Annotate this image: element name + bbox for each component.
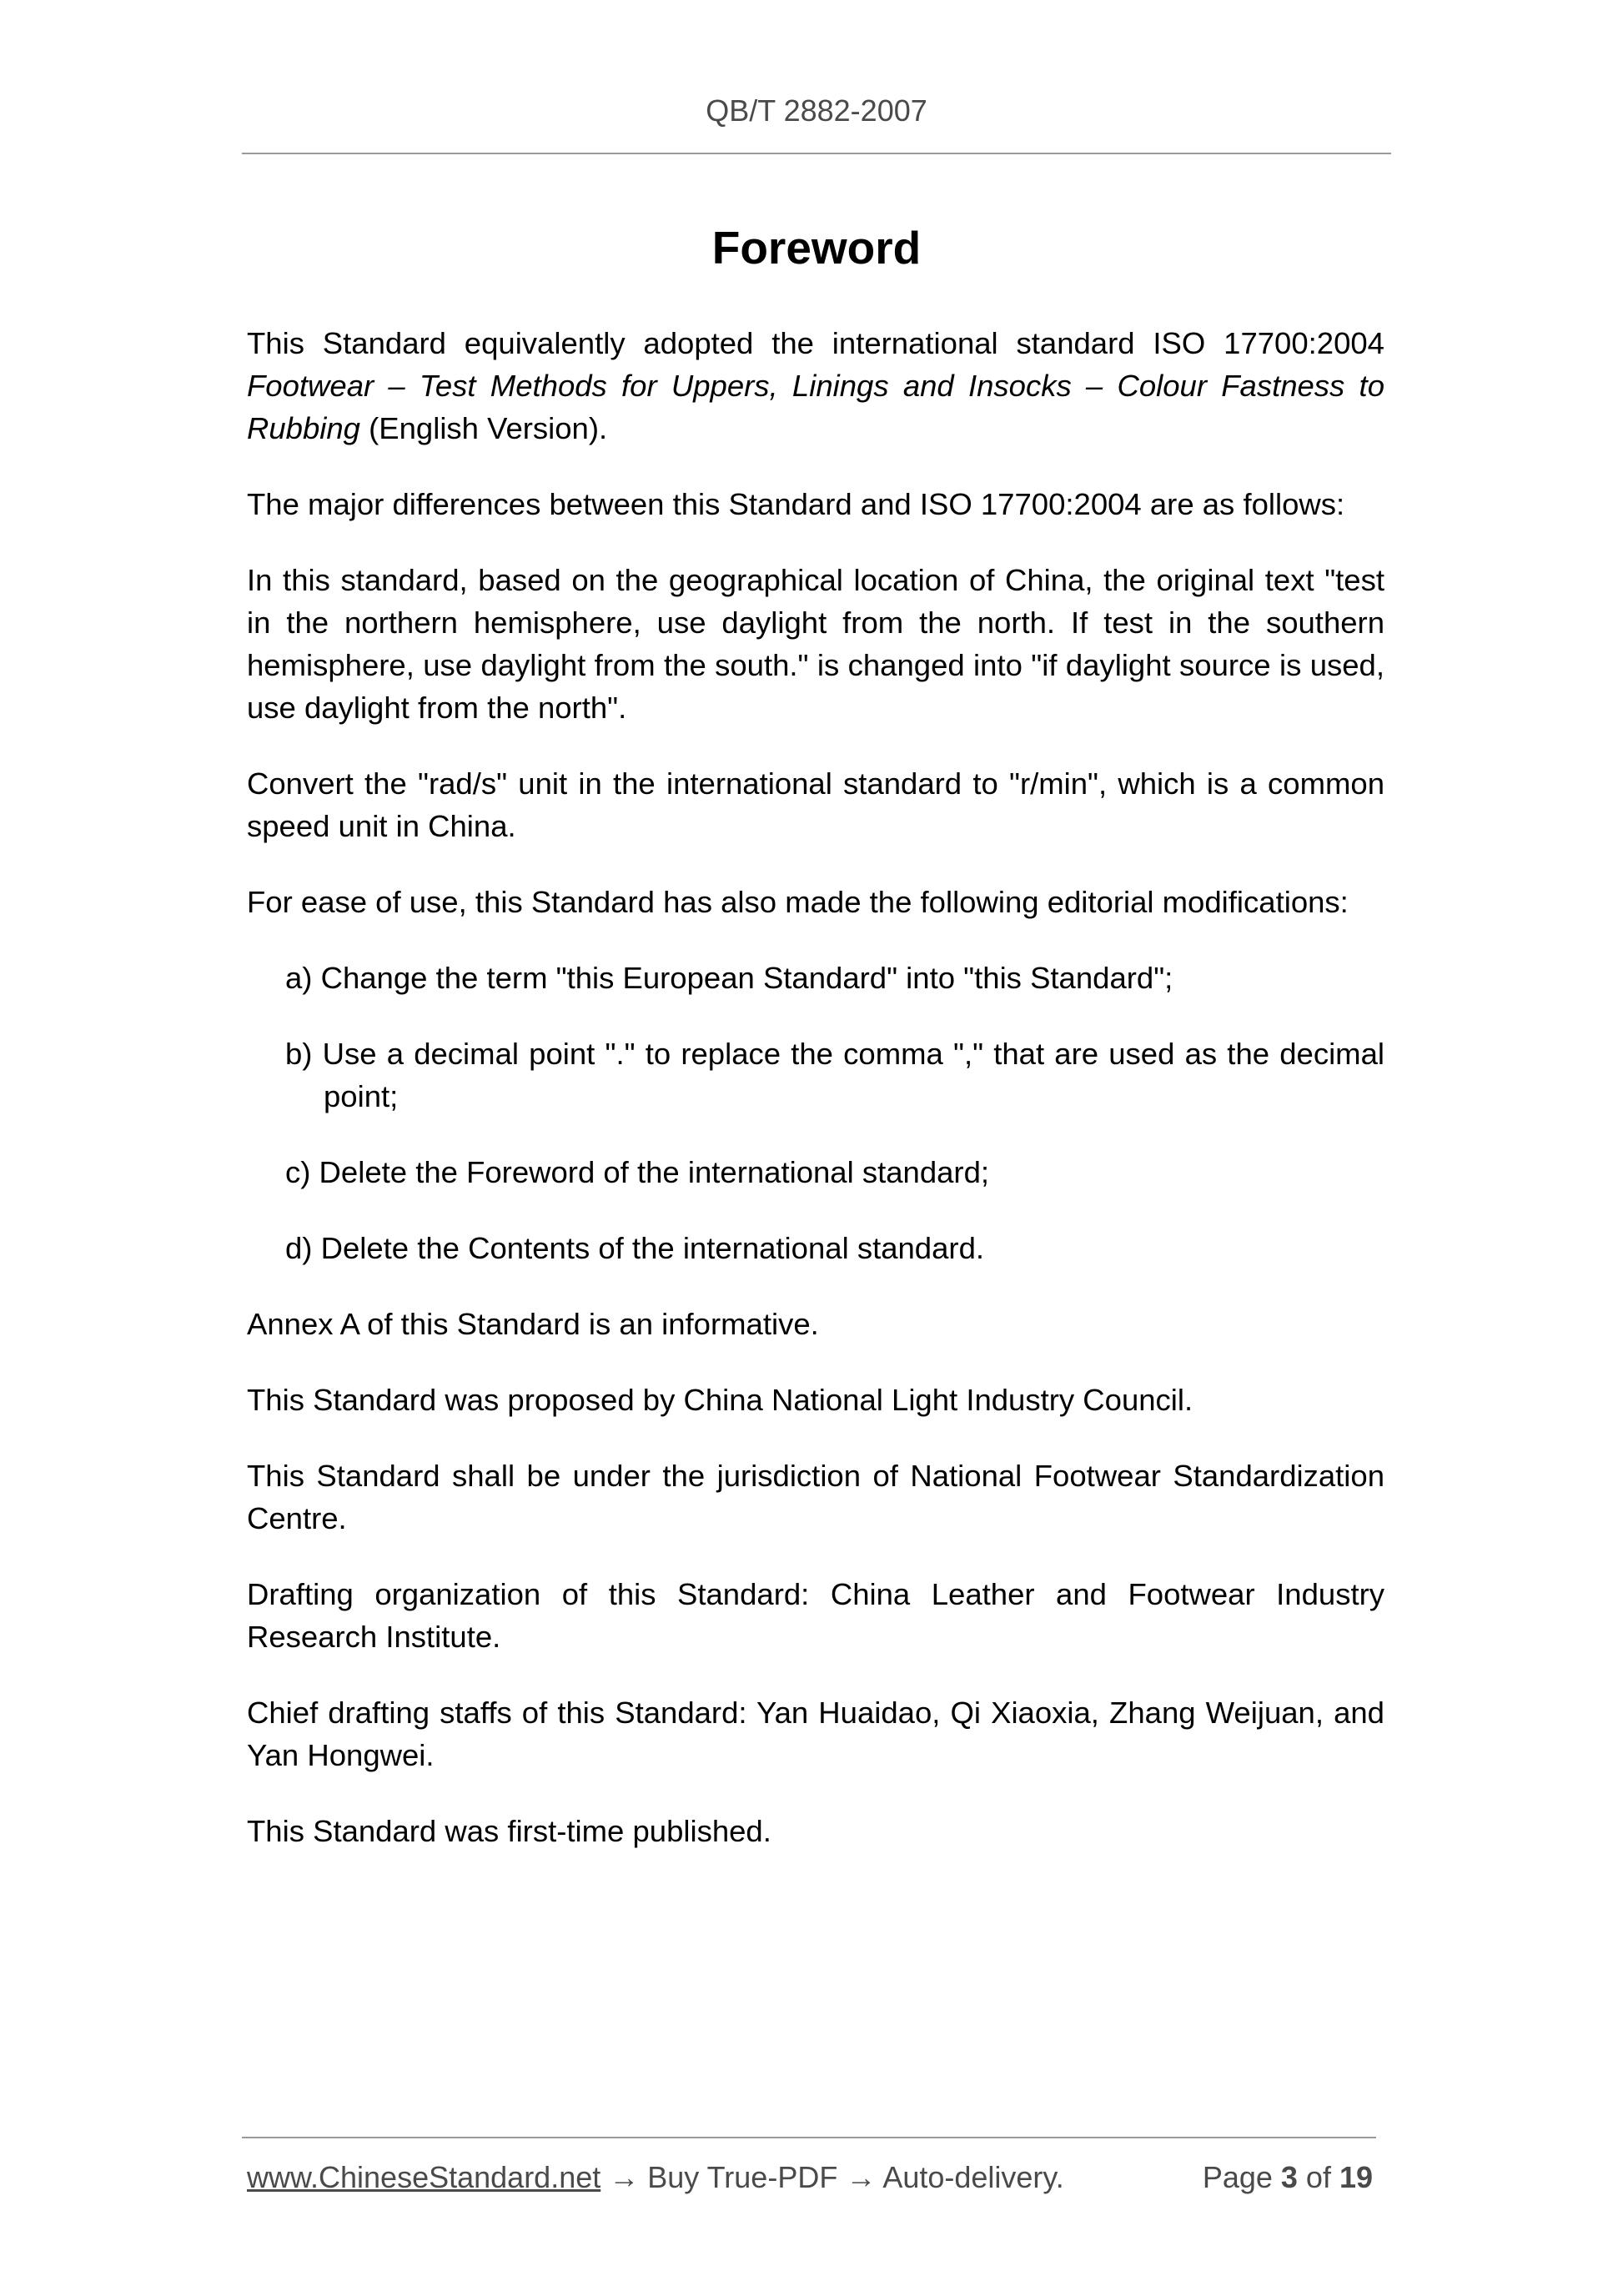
paragraph-editorial: For ease of use, this Standard has also made the following editorial modifications: xyxy=(247,885,1349,919)
paragraph-annex: Annex A of this Standard is an informative. xyxy=(247,1307,819,1341)
paragraph-proposed: This Standard was proposed by China National Light Industry Council. xyxy=(247,1383,1193,1417)
page-of-label: of xyxy=(1297,2160,1339,2194)
page-total: 19 xyxy=(1339,2160,1373,2194)
footer-promo xyxy=(247,2160,1064,2195)
paragraph-adoption xyxy=(247,322,1384,450)
list-item: c) Delete the Foreword of the international standard; xyxy=(285,1155,990,1189)
list-item: a) Change the term "this European Standard" into "this Standard"; xyxy=(285,961,1173,995)
page-indicator xyxy=(1203,2160,1373,2195)
paragraph-daylight: In this standard, based on the geographical location of China, the original text "test in the northern hemisphere, use daylight from the north. If test in the southern hemisphere, use daylight from the south." is changed into "if daylight source is used, use daylight from the north". xyxy=(247,563,1384,725)
page-footer xyxy=(247,2160,1373,2195)
page-title: Foreword xyxy=(711,222,922,274)
iso-title: Footwear – Test Methods for Uppers, Linings and Insocks – Colour Fastness to Rubbing xyxy=(247,369,1384,445)
footer-divider xyxy=(242,2137,1376,2138)
website-link[interactable]: www.ChineseStandard.net xyxy=(247,2160,601,2194)
page-current: 3 xyxy=(1280,2160,1298,2194)
paragraph-drafting-staff: Chief drafting staffs of this Standard: Yan Huaidao, Qi Xiaoxia, Zhang Weijuan, and Yan Hongwei. xyxy=(247,1696,1384,1772)
list-item: d) Delete the Contents of the international standard. xyxy=(285,1231,985,1265)
paragraph-publication: This Standard was first-time published. xyxy=(247,1814,771,1848)
paragraph-jurisdiction: This Standard shall be under the jurisdiction of National Footwear Standardization Centre. xyxy=(247,1459,1384,1535)
page-label: Page xyxy=(1202,2160,1281,2194)
header-divider xyxy=(242,153,1391,154)
running-header: QB/T 2882-2007 xyxy=(706,93,927,128)
paragraph-differences: The major differences between this Standard and ISO 17700:2004 are as follows: xyxy=(247,487,1345,521)
adoption-text-start: This Standard equivalently adopted the international standard ISO 17700:2004 xyxy=(247,326,1384,360)
paragraph-units: Convert the "rad/s" unit in the international standard to "r/min", which is a common speed unit in China. xyxy=(247,766,1384,843)
footer-tagline: → Buy True-PDF → Auto-delivery. xyxy=(600,2160,1064,2194)
foreword-body xyxy=(247,322,1384,1852)
list-item: b) Use a decimal point "." to replace the comma "," that are used as the decimal point; xyxy=(285,1037,1384,1113)
paragraph-drafting-org: Drafting organization of this Standard: China Leather and Footwear Industry Research Institute. xyxy=(247,1577,1384,1654)
adoption-text-end: (English Version). xyxy=(359,411,608,445)
